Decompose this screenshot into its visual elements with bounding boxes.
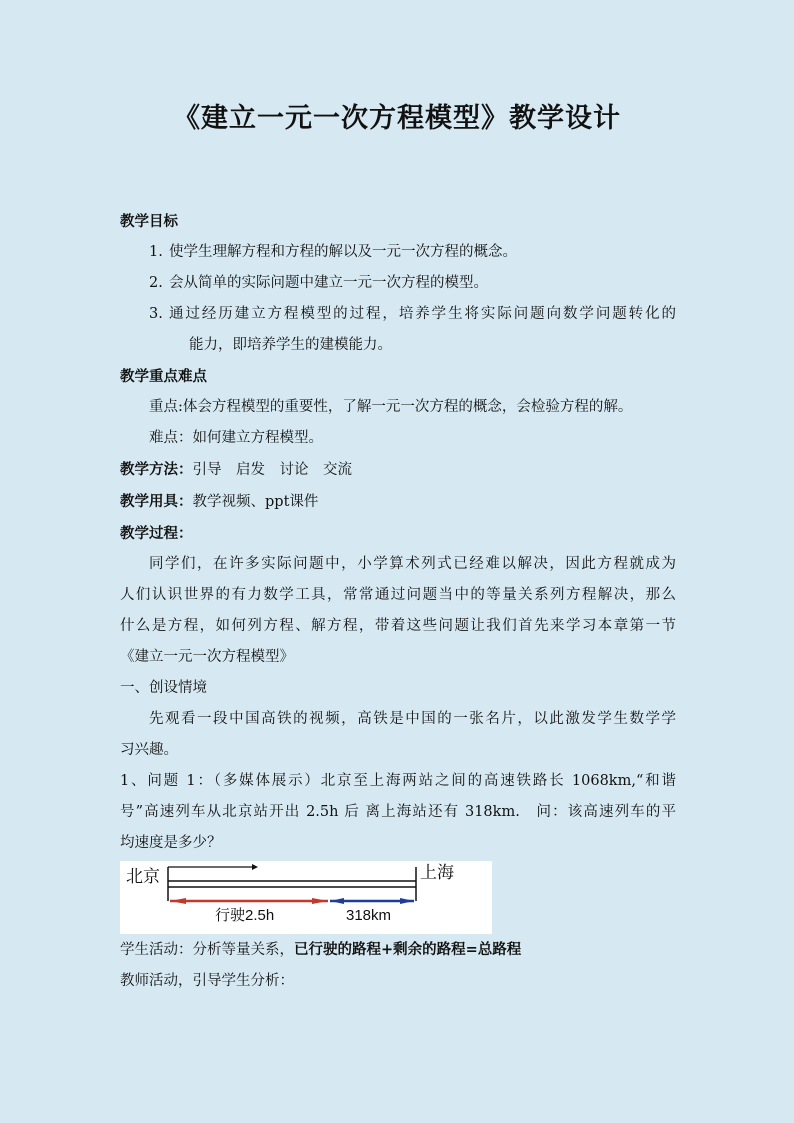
section1-heading: 一、创设情境 xyxy=(120,680,207,696)
objective-text-3-line1: 通过经历建立方程模型的过程，培养学生将实际问题向数学问题转化的 xyxy=(169,306,676,322)
method-label: 教学方法： xyxy=(120,461,193,478)
focus-text: 重点:体会方程模型的重要性，了解一元一次方程的概念，会检验方程的解。 xyxy=(149,399,633,415)
process-heading: 教学过程： xyxy=(120,525,193,542)
tools-label: 教学用具： xyxy=(120,493,193,510)
route-diagram xyxy=(120,861,492,934)
objective-text-3 xyxy=(169,299,676,361)
route-diagram-svg xyxy=(120,861,492,934)
section1-line-1: 先观看一段中国高铁的视频，高铁是中国的一张名片，以此激发学生数学学 xyxy=(149,711,676,727)
student-activity-label: 学生活动：分析等量关系， xyxy=(120,942,294,958)
remaining-arrow-left xyxy=(330,898,344,904)
page-title: 《建立一元一次方程模型》教学设计 xyxy=(173,103,621,134)
problem1-line-3: 均速度是多少？ xyxy=(120,835,222,851)
remaining-label: 318km xyxy=(346,907,392,924)
shanghai-label: 上海 xyxy=(420,863,454,882)
remaining-arrow-right xyxy=(400,898,414,904)
objective-num-3: 3. xyxy=(149,306,163,322)
objective-item-2 xyxy=(120,268,676,299)
traveled-arrow-left xyxy=(170,898,186,904)
tools-value: 教学视频、ppt课件 xyxy=(192,494,319,510)
objective-num-2: 2. xyxy=(149,275,163,291)
objective-num-1: 1. xyxy=(149,244,163,260)
objective-text-3-line2: 能力，即培养学生的建模能力。 xyxy=(189,337,392,353)
objective-item-3 xyxy=(120,299,676,361)
traveled-label: 行驶2.5h xyxy=(215,907,275,924)
objectives-heading: 教学目标 xyxy=(120,213,178,230)
problem1-line-2: 号”高速列车从北京站开出 2.5h 后 离上海站还有 318km. 问：该高速列车的平 xyxy=(120,804,676,820)
traveled-arrow-right xyxy=(312,898,328,904)
objective-text-2: 会从简单的实际问题中建立一元一次方程的模型。 xyxy=(169,275,488,291)
student-activity-equation: 已行驶的路程+剩余的路程=总路程 xyxy=(294,941,522,958)
teacher-activity-line: 教师活动，引导学生分析： xyxy=(120,973,294,989)
section1-line-2: 习兴趣。 xyxy=(120,742,178,758)
direction-arrow-head xyxy=(252,864,258,870)
problem1-line-1: 1、问题 1：（多媒体展示）北京至上海两站之间的高速铁路长 1068km,“和谐 xyxy=(120,773,676,789)
method-value: 引导 启发 讨论 交流 xyxy=(192,462,352,478)
intro-line-3: 什么是方程，如何列方程、解方程，带着这些问题让我们首先来学习本章第一节 xyxy=(120,618,676,634)
beijing-label: 北京 xyxy=(126,867,160,886)
key-points-heading: 教学重点难点 xyxy=(120,368,207,385)
document-body xyxy=(120,206,676,997)
intro-line-4: 《建立一元一次方程模型》 xyxy=(120,649,294,665)
tools-line xyxy=(120,486,676,518)
objective-item-1 xyxy=(120,237,676,268)
objective-text-1: 使学生理解方程和方程的解以及一元一次方程的概念。 xyxy=(169,244,517,260)
student-activity-line xyxy=(120,934,676,966)
intro-line-1: 同学们，在许多实际问题中，小学算术列式已经难以解决，因此方程就成为 xyxy=(149,556,676,572)
intro-line-2: 人们认识世界的有力数学工具，常常通过问题当中的等量关系列方程解决，那么 xyxy=(120,587,676,603)
difficulty-text: 难点：如何建立方程模型。 xyxy=(149,430,323,446)
method-line xyxy=(120,454,676,486)
